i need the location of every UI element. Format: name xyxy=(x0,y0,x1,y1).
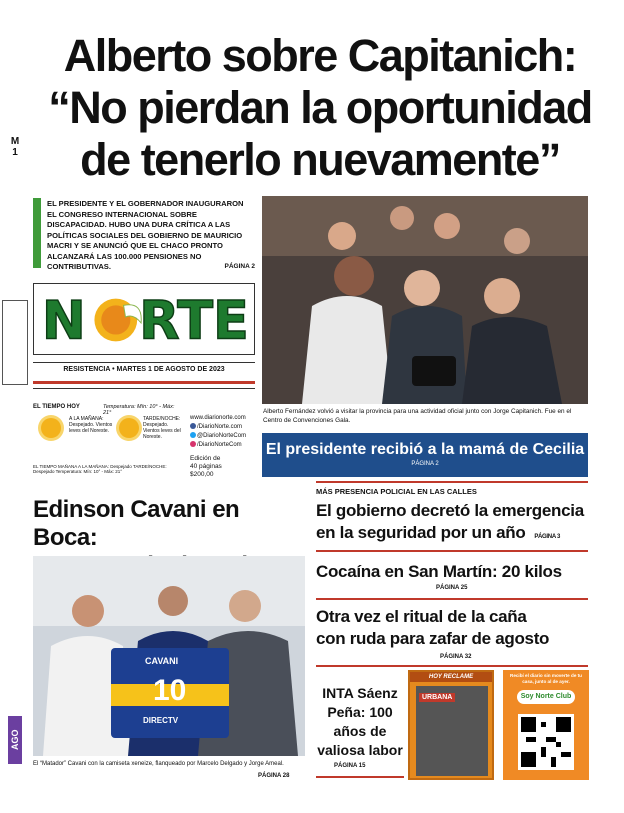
legal-box xyxy=(2,300,28,385)
sun-icon xyxy=(41,418,61,438)
lead-accent-bar xyxy=(33,198,41,268)
divider-red xyxy=(316,665,588,667)
main-photo xyxy=(262,196,588,404)
facebook-link[interactable]: /DiarioNorte.com xyxy=(190,423,258,432)
main-photo-caption: Alberto Fernández volvió a visitar la provincia para una actividad oficial junto con Jorge Capitanich. Fue en el Centro de Convenciones Gala. xyxy=(263,408,572,424)
banner-page: PÁGINA 2 xyxy=(411,461,439,467)
story-cocaine[interactable]: Cocaína en San Martín: 20 kilos xyxy=(316,562,562,581)
divider-red xyxy=(316,776,404,778)
facebook-icon xyxy=(190,423,196,429)
lead-page: PÁGINA 2 xyxy=(224,263,255,270)
story-inta[interactable]: INTA Sáenz Peña: 100 años de valiosa labor xyxy=(317,685,403,758)
story-kicker: MÁS PRESENCIA POLICIAL EN LAS CALLES xyxy=(316,487,477,496)
divider xyxy=(33,388,255,389)
weather-afternoon: TARDE/NOCHE: Despejado. Vientos leves del Noreste. xyxy=(143,416,181,440)
weather-morning: A LA MAÑANA: Despejado. Vientos leves del Noreste. xyxy=(69,416,113,434)
side-label: M 1 xyxy=(10,136,20,158)
shirt-sponsor: DIRECTV xyxy=(143,716,179,725)
story-cana-page: PÁGINA 32 xyxy=(440,654,472,660)
story-cana[interactable]: Otra vez el ritual de la caña con ruda para zafar de agosto xyxy=(316,607,550,648)
promo-reclame[interactable] xyxy=(408,670,494,780)
divider-red xyxy=(33,381,255,384)
headline-line-2: “No pierdan la oportunidad xyxy=(48,82,592,133)
social-links xyxy=(190,414,258,450)
banner-story[interactable] xyxy=(262,433,588,477)
promo-header: HOY RECLAME xyxy=(410,672,492,682)
lead-block xyxy=(33,198,255,271)
cavani-headline: Edinson Cavani en Boca: xyxy=(33,496,240,551)
twitter-icon xyxy=(190,432,196,438)
weather-tomorrow: EL TIEMPO MAÑANA A LA MAÑANA: Despejado TARDE/NOCHE: Despejado Temperatura: Mín: 10° - Máx: 21° xyxy=(33,464,167,474)
lead-text: EL PRESIDENTE Y EL GOBERNADOR INAUGURARON EL CONGRESO INTERNACIONAL SOBRE DISCAPACIDAD. HUBO UNA DURA CRÍTICA A LAS POLÍTICAS SOCIALES DEL GOBIERNO DE MAURICIO MACRI Y SE ANUNCIÓ QUE EL CHACO PRONTO ALCANZARÁ LAS 100.000 PENSIONES NO CONTRIBUTIVAS. xyxy=(47,199,244,271)
norte-logo-icon xyxy=(34,284,254,354)
svg-text:N: N xyxy=(41,290,87,352)
cavani-caption: El “Matador” Cavani con la camiseta xeneize, flanqueado por Marcelo Delgado y Jorge Ameal. xyxy=(33,761,284,767)
promo-club-text: Recibí el diario sin moverte de tu casa, junto al de ayer. xyxy=(510,673,582,684)
banner-title: El presidente recibió a la mamá de Cecilia xyxy=(265,441,585,458)
instagram-icon xyxy=(190,441,196,447)
sun-icon xyxy=(119,418,139,438)
divider-red xyxy=(316,481,588,483)
story-security[interactable]: El gobierno decretó la emergencia en la seguridad por un año PÁGINA 3 xyxy=(316,501,584,542)
headline-line-1: Alberto sobre Capitanich: xyxy=(63,30,577,81)
promo-brand: URBANA xyxy=(419,693,455,702)
dateline: RESISTENCIA • MARTES 1 DE AGOSTO DE 2023 xyxy=(63,366,225,373)
promo-magazine-image xyxy=(416,686,488,776)
divider-red xyxy=(316,550,588,552)
cavani-page: PÁGINA 28 xyxy=(258,773,290,779)
cavani-photo xyxy=(33,556,305,756)
qr-code-icon[interactable] xyxy=(518,714,574,770)
story-cocaine-page: PÁGINA 25 xyxy=(436,585,468,591)
selfie-photo-image xyxy=(262,196,588,404)
svg-text:RTE: RTE xyxy=(139,290,249,352)
weather-title: EL TIEMPO HOY xyxy=(33,404,80,410)
twitter-link[interactable]: @DiarioNorteCom xyxy=(190,432,258,441)
masthead-logo xyxy=(33,283,255,355)
shirt-name: CAVANI xyxy=(145,656,179,666)
instagram-link[interactable]: /DiarioNorteCom xyxy=(190,441,258,450)
shirt-number: 10 xyxy=(153,674,187,707)
side-month: AGO xyxy=(8,716,22,764)
main-headline xyxy=(40,30,600,186)
weather-box xyxy=(33,404,183,480)
divider-red xyxy=(316,598,588,600)
divider xyxy=(33,362,255,363)
story-inta-page: PÁGINA 15 xyxy=(334,763,366,769)
promo-club[interactable] xyxy=(503,670,589,780)
edition-info: Edición de 40 páginas $200,00 xyxy=(190,455,222,478)
headline-line-3: de tenerlo nuevamente” xyxy=(80,134,560,185)
weather-temperature: Temperatura: Mín: 10° - Máx: 21° xyxy=(103,404,175,416)
website-link[interactable]: www.diarionorte.com xyxy=(190,415,246,421)
promo-club-brand: Soy Norte Club xyxy=(517,690,575,704)
